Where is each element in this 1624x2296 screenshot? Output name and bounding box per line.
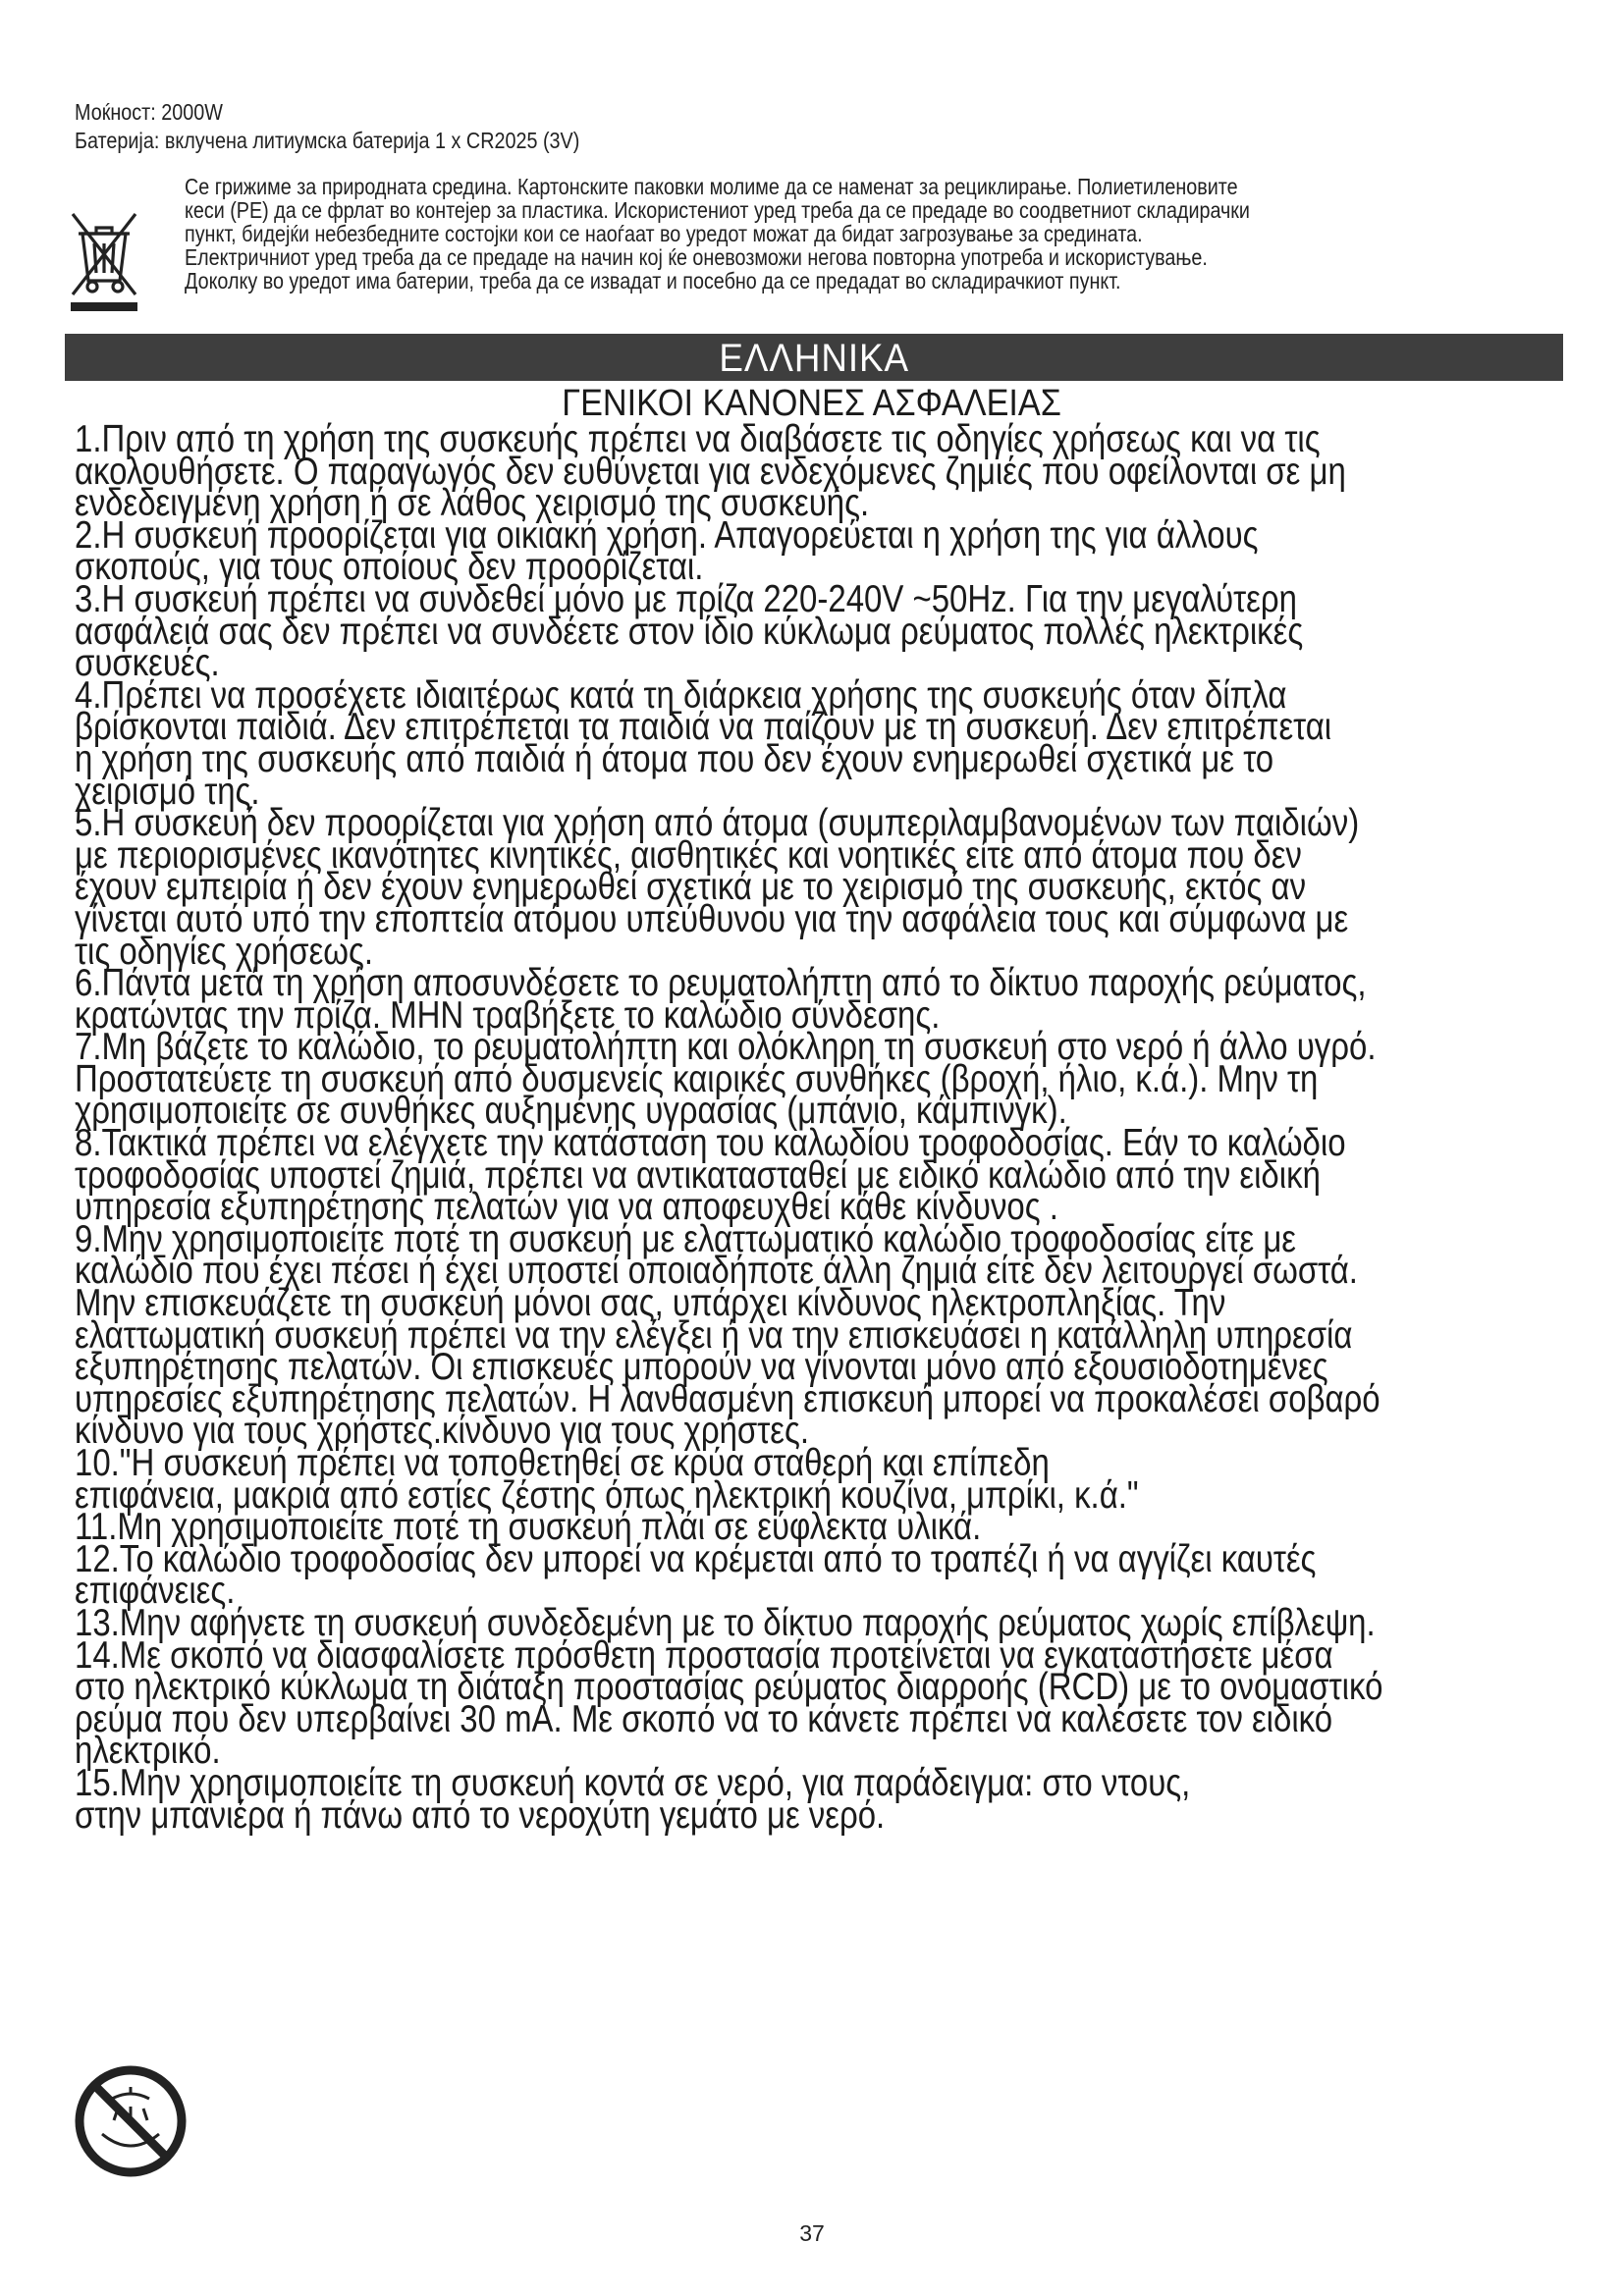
safety-rules [75, 418, 1568, 1837]
rule-line: έχουν εμπειρία ή δεν έχουν ενημερωθεί σχετικά με το χειρισμό της συσκευής, εκτός αν [75, 866, 1307, 909]
rule-line: 12.Το καλώδιο τροφοδοσίας δεν μπορεί να κρέμεται από το τραπέζι ή να αγγίζει καυτές [75, 1537, 1317, 1580]
specs [75, 98, 1341, 155]
rule-line: ρεύμα που δεν υπερβαίνει 30 mA. Με σκοπό να το κάνετε πρέπει να καλέσετε τον ειδικό [75, 1697, 1333, 1740]
rule-line: στην μπανιέρα ή πάνω από το νεροχύτη γεμάτο με νερό. [75, 1793, 886, 1837]
recycling-line: Електричниот уред треба да се предаде на начин кој ќе оневозможи негова повторна употреба и искористување. [185, 244, 1208, 270]
recycling-line: Се грижиме за природната средина. Картонските паковки молиме да се наменат за рециклирање. Полиетиленовите [185, 174, 1238, 199]
rule-line: ελαττωματική συσκευή πρέπει να την ελέγξει ή να την επισκευάσει η κατάλληλη υπηρεσία [75, 1313, 1353, 1357]
rule-line: υπηρεσίες εξυπηρέτησης πελατών. Η λανθασμένη επισκευή μπορεί να προκαλέσει σοβαρό [75, 1377, 1380, 1420]
rule-line: καλώδιο που έχει πέσει ή έχει υποστεί οποιαδήποτε άλλη ζημιά είτε δεν λειτουργεί σωστά. [75, 1250, 1358, 1293]
language-label: ΕΛΛΗΝΙΚΑ [719, 337, 909, 380]
rule-line: τις οδηγίες χρήσεως. [75, 930, 374, 973]
rule-line: στο ηλεκτρικό κύκλωμα τη διάταξη προστασίας ρεύματος διαρροής (RCD) με το ονομαστικό [75, 1666, 1383, 1709]
rule-line: 2.Η συσκευή προορίζεται για οικιακή χρήση. Απαγορεύεται η χρήση της για άλλους [75, 513, 1259, 557]
rule-line: με περιορισμένες ικανότητες κινητικές, αισθητικές και νοητικές είτε από άτομα που δεν [75, 833, 1302, 877]
language-header [65, 334, 1563, 381]
rule-line: ασφάλειά σας δεν πρέπει να συνδέετε στον ίδιο κύκλωμα ρεύματος πολλές ηλεκτρικές [75, 610, 1304, 653]
recycling-notice [69, 175, 1561, 322]
rule-line: χρησιμοποιείτε σε συνθήκες αυξημένης υγρασίας (μπάνιο, κάμπινγκ). [75, 1090, 1067, 1133]
recycling-line: пункт, бидејќи небезбедните состојки кои се наоѓаат во уредот можат да бидат загрозување за средината. [185, 221, 1143, 246]
rule-line: σκοπούς, για τους οποίους δεν προορίζεται. [75, 546, 704, 589]
rule-line: 14.Με σκοπό να διασφαλίσετε πρόσθετη προστασία προτείνεται να εγκαταστήσετε μέσα [75, 1633, 1333, 1677]
rule-line: ηλεκτρικό. [75, 1730, 221, 1773]
rule-line: επιφάνεια, μακριά από εστίες ζέστης όπως ηλεκτρική κουζίνα, μπρίκι, κ.ά." [75, 1473, 1139, 1517]
rule-line: 8.Τακτικά πρέπει να ελέγχετε την κατάσταση του καλωδίου τροφοδοσίας. Εάν το καλώδιο [75, 1122, 1346, 1165]
rule-line: 3.Η συσκευή πρέπει να συνδεθεί μόνο με πρίζα 220-240V ~50Hz. Για την μεγαλύτερη [75, 577, 1297, 620]
rule-line: κρατώντας την πρίζα. ΜΗΝ τραβήξετε το καλώδιο σύνδεσης. [75, 993, 941, 1037]
rule-line: χειρισμό της. [75, 770, 260, 813]
rule-line: 6.Πάντα μετά τη χρήση αποσυνδέσετε το ρευματολήπτη από το δίκτυο παροχής ρεύματος, [75, 962, 1367, 1005]
rule-line: ενδεδειγμένη χρήση ή σε λάθος χειρισμό της συσκευής. [75, 482, 870, 525]
rule-line: 9.Μην χρησιμοποιείτε ποτέ τη συσκευή με ελαττωματικό καλώδιο τροφοδοσίας είτε με [75, 1217, 1297, 1260]
rule-line: εξυπηρέτησης πελατών. Οι επισκευές μπορούν να γίνονται μόνο από εξουσιοδοτημένες [75, 1346, 1328, 1389]
crossed-out-wheelie-bin-icon [69, 204, 139, 312]
rule-line: 15.Μην χρησιμοποιείτε τη συσκευή κοντά σε νερό, για παράδειγμα: στο ντους, [75, 1761, 1191, 1804]
rule-line: Μην επισκευάζετε τη συσκευή μόνοι σας, υπάρχει κίνδυνος ηλεκτροπληξίας. Την [75, 1282, 1226, 1325]
rule-line: γίνεται αυτό υπό την εποπτεία ατόμου υπεύθυνου για την ασφάλεια τους και σύμφωνα με [75, 897, 1349, 940]
power-spec: Моќност: 2000W [75, 99, 223, 125]
rule-line: τροφοδοσίας υποστεί ζημιά, πρέπει να αντικατασταθεί με ειδικό καλώδιο από την ειδική [75, 1153, 1321, 1197]
rule-line: συσκευές. [75, 642, 220, 685]
rule-line: υπηρεσία εξυπηρέτησης πελατών για να αποφευχθεί κάθε κίνδυνος . [75, 1186, 1058, 1229]
battery-spec: Батерија: вклучена литиумска батерија 1 x CR2025 (3V) [75, 128, 580, 153]
no-water-prohibition-icon [73, 2063, 189, 2179]
recycling-line: кеси (PE) да се фрлат во контејер за пластика. Искористениот уред треба да се предаде во соодветниот складирачки [185, 197, 1250, 223]
page-number: 37 [799, 2220, 825, 2246]
rule-line: Προστατεύετε τη συσκευή από δυσμενείς καιρικές συνθήκες (βροχή, ήλιο, κ.ά.). Μην τη [75, 1057, 1319, 1100]
rule-line: βρίσκονται παιδιά. Δεν επιτρέπεται τα παιδιά να παίζουν με τη συσκευή. Δεν επιτρέπεται [75, 706, 1332, 749]
rule-line: 1.Πριν από τη χρήση της συσκευής πρέπει να διαβάσετε τις οδηγίες χρήσεως και να τις [75, 418, 1321, 460]
rule-line: 5.Η συσκευή δεν προορίζεται για χρήση από άτομα (συμπεριλαμβανομένων των παιδιών) [75, 802, 1360, 845]
recycling-text [185, 175, 1521, 293]
rule-line: 13.Μην αφήνετε τη συσκευή συνδεδεμένη με το δίκτυο παροχής ρεύματος χωρίς επίβλεψη. [75, 1601, 1376, 1644]
rule-line: η χρήση της συσκευής από παιδιά ή άτομα που δεν έχουν ενημερωθεί σχετικά με το [75, 737, 1274, 780]
recycling-line: Доколку во уредот има батерии, треба да се извадат и посебно да се предадат во складирачкиот пункт. [185, 268, 1121, 294]
rule-line: ακολουθήσετε. Ο παραγωγός δεν ευθύνεται για ενδεχόμενες ζημιές που οφείλονται σε μη [75, 450, 1346, 493]
rule-line: 7.Μη βάζετε το καλώδιο, το ρευματολήπτη και ολόκληρη τη συσκευή στο νερό ή άλλο υγρό. [75, 1026, 1377, 1069]
rule-line: 11.Μη χρησιμοποιείτε ποτέ τη συσκευή πλάι σε εύφλεκτα υλικά. [75, 1506, 982, 1549]
rule-line: 4.Πρέπει να προσέχετε ιδιαιτέρως κατά τη διάρκεια χρήσης της συσκευής όταν δίπλα [75, 673, 1287, 717]
rule-line: επιφάνειες. [75, 1570, 236, 1613]
rule-line: κίνδυνο για τους χρήστες.κίνδυνο για τους χρήστες. [75, 1410, 810, 1453]
section-title-text: ΓΕΝΙΚΟΙ ΚΑΝΟΝΕΣ ΑΣΦΑΛΕΙΑΣ [562, 383, 1062, 424]
rule-line: 10."Η συσκευή πρέπει να τοποθετηθεί σε κρύα σταθερή και επίπεδη [75, 1442, 1050, 1484]
